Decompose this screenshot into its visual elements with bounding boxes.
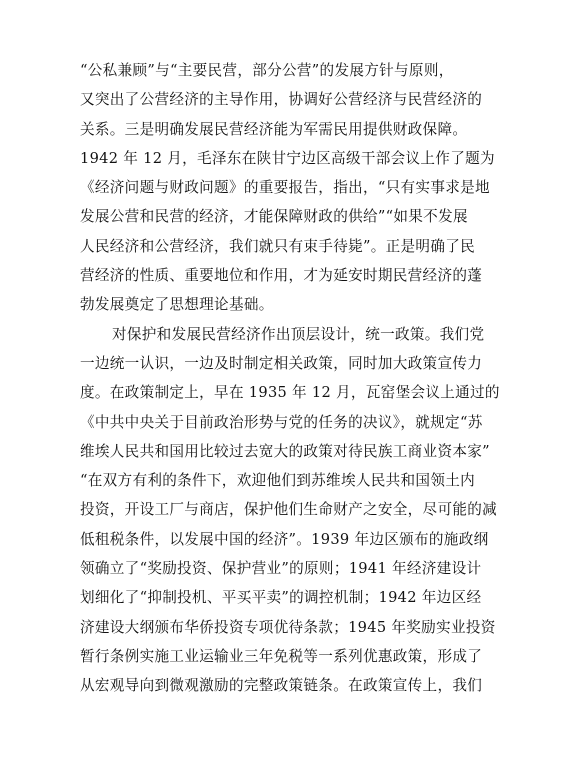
text-line: 《中共中央关于目前政治形势与党的任务的决议》，就规定“苏 <box>80 413 483 431</box>
text-line: 人民经济和公营经济，我们就只有束手待毙”。正是明确了民 <box>80 237 476 255</box>
text-line: 暂行条例实施工业运输业三年免税等一系列优惠政策，形成了 <box>80 647 483 665</box>
text-line: 勃发展奠定了思想理论基础。 <box>80 296 274 314</box>
paragraph-1 <box>80 56 510 320</box>
text-line: 划细化了“抑制投机、平买平卖”的调控机制；1942 年边区经 <box>80 589 482 607</box>
text-line: 维埃人民共和国用比较过去宽大的政策对待民族工商业资本家” <box>80 442 490 460</box>
text-line: 从宏观导向到微观激励的完整政策链条。在政策宣传上，我们 <box>80 677 483 695</box>
text-line: 发展公营和民营的经济，才能保障财政的供给”“如果不发展 <box>80 208 468 226</box>
text-line: 度。在政策制定上，早在 1935 年 12 月，瓦窑堡会议上通过的 <box>80 384 500 402</box>
text-line: 《经济问题与财政问题》的重要报告，指出，“只有实事求是地 <box>80 179 490 197</box>
text-line: 一边统一认识，一边及时制定相关政策，同时加大政策宣传力 <box>80 354 483 372</box>
text-line: 济建设大纲颁布华侨投资专项优待条款；1945 年奖励实业投资 <box>80 618 496 636</box>
text-line: 对保护和发展民营经济作出顶层设计，统一政策。我们党 <box>112 325 485 343</box>
text-line: “在双方有利的条件下，欢迎他们到苏维埃人民共和国领土内 <box>80 472 476 490</box>
text-line: 关系。三是明确发展民营经济能为军需民用提供财政保障。 <box>80 120 468 138</box>
text-line: 1942 年 12 月，毛泽东在陕甘宁边区高级干部会议上作了题为 <box>80 149 495 167</box>
paragraph-2 <box>80 320 510 701</box>
text-line: 又突出了公营经济的主导作用，协调好公营经济与民营经济的 <box>80 91 483 109</box>
body-text <box>80 56 510 701</box>
text-line: 营经济的性质、重要地位和作用，才为延安时期民营经济的蓬 <box>80 267 483 285</box>
text-line: 投资，开设工厂与商店，保护他们生命财产之安全，尽可能的减 <box>80 501 498 519</box>
text-line: 领确立了“奖励投资、保护营业”的原则；1941 年经济建设计 <box>80 560 482 578</box>
text-line: “公私兼顾”与“主要民营，部分公营”的发展方针与原则， <box>80 62 454 79</box>
text-line: 低租税条件，以发展中国的经济”。1939 年边区颁布的施政纲 <box>80 530 489 548</box>
